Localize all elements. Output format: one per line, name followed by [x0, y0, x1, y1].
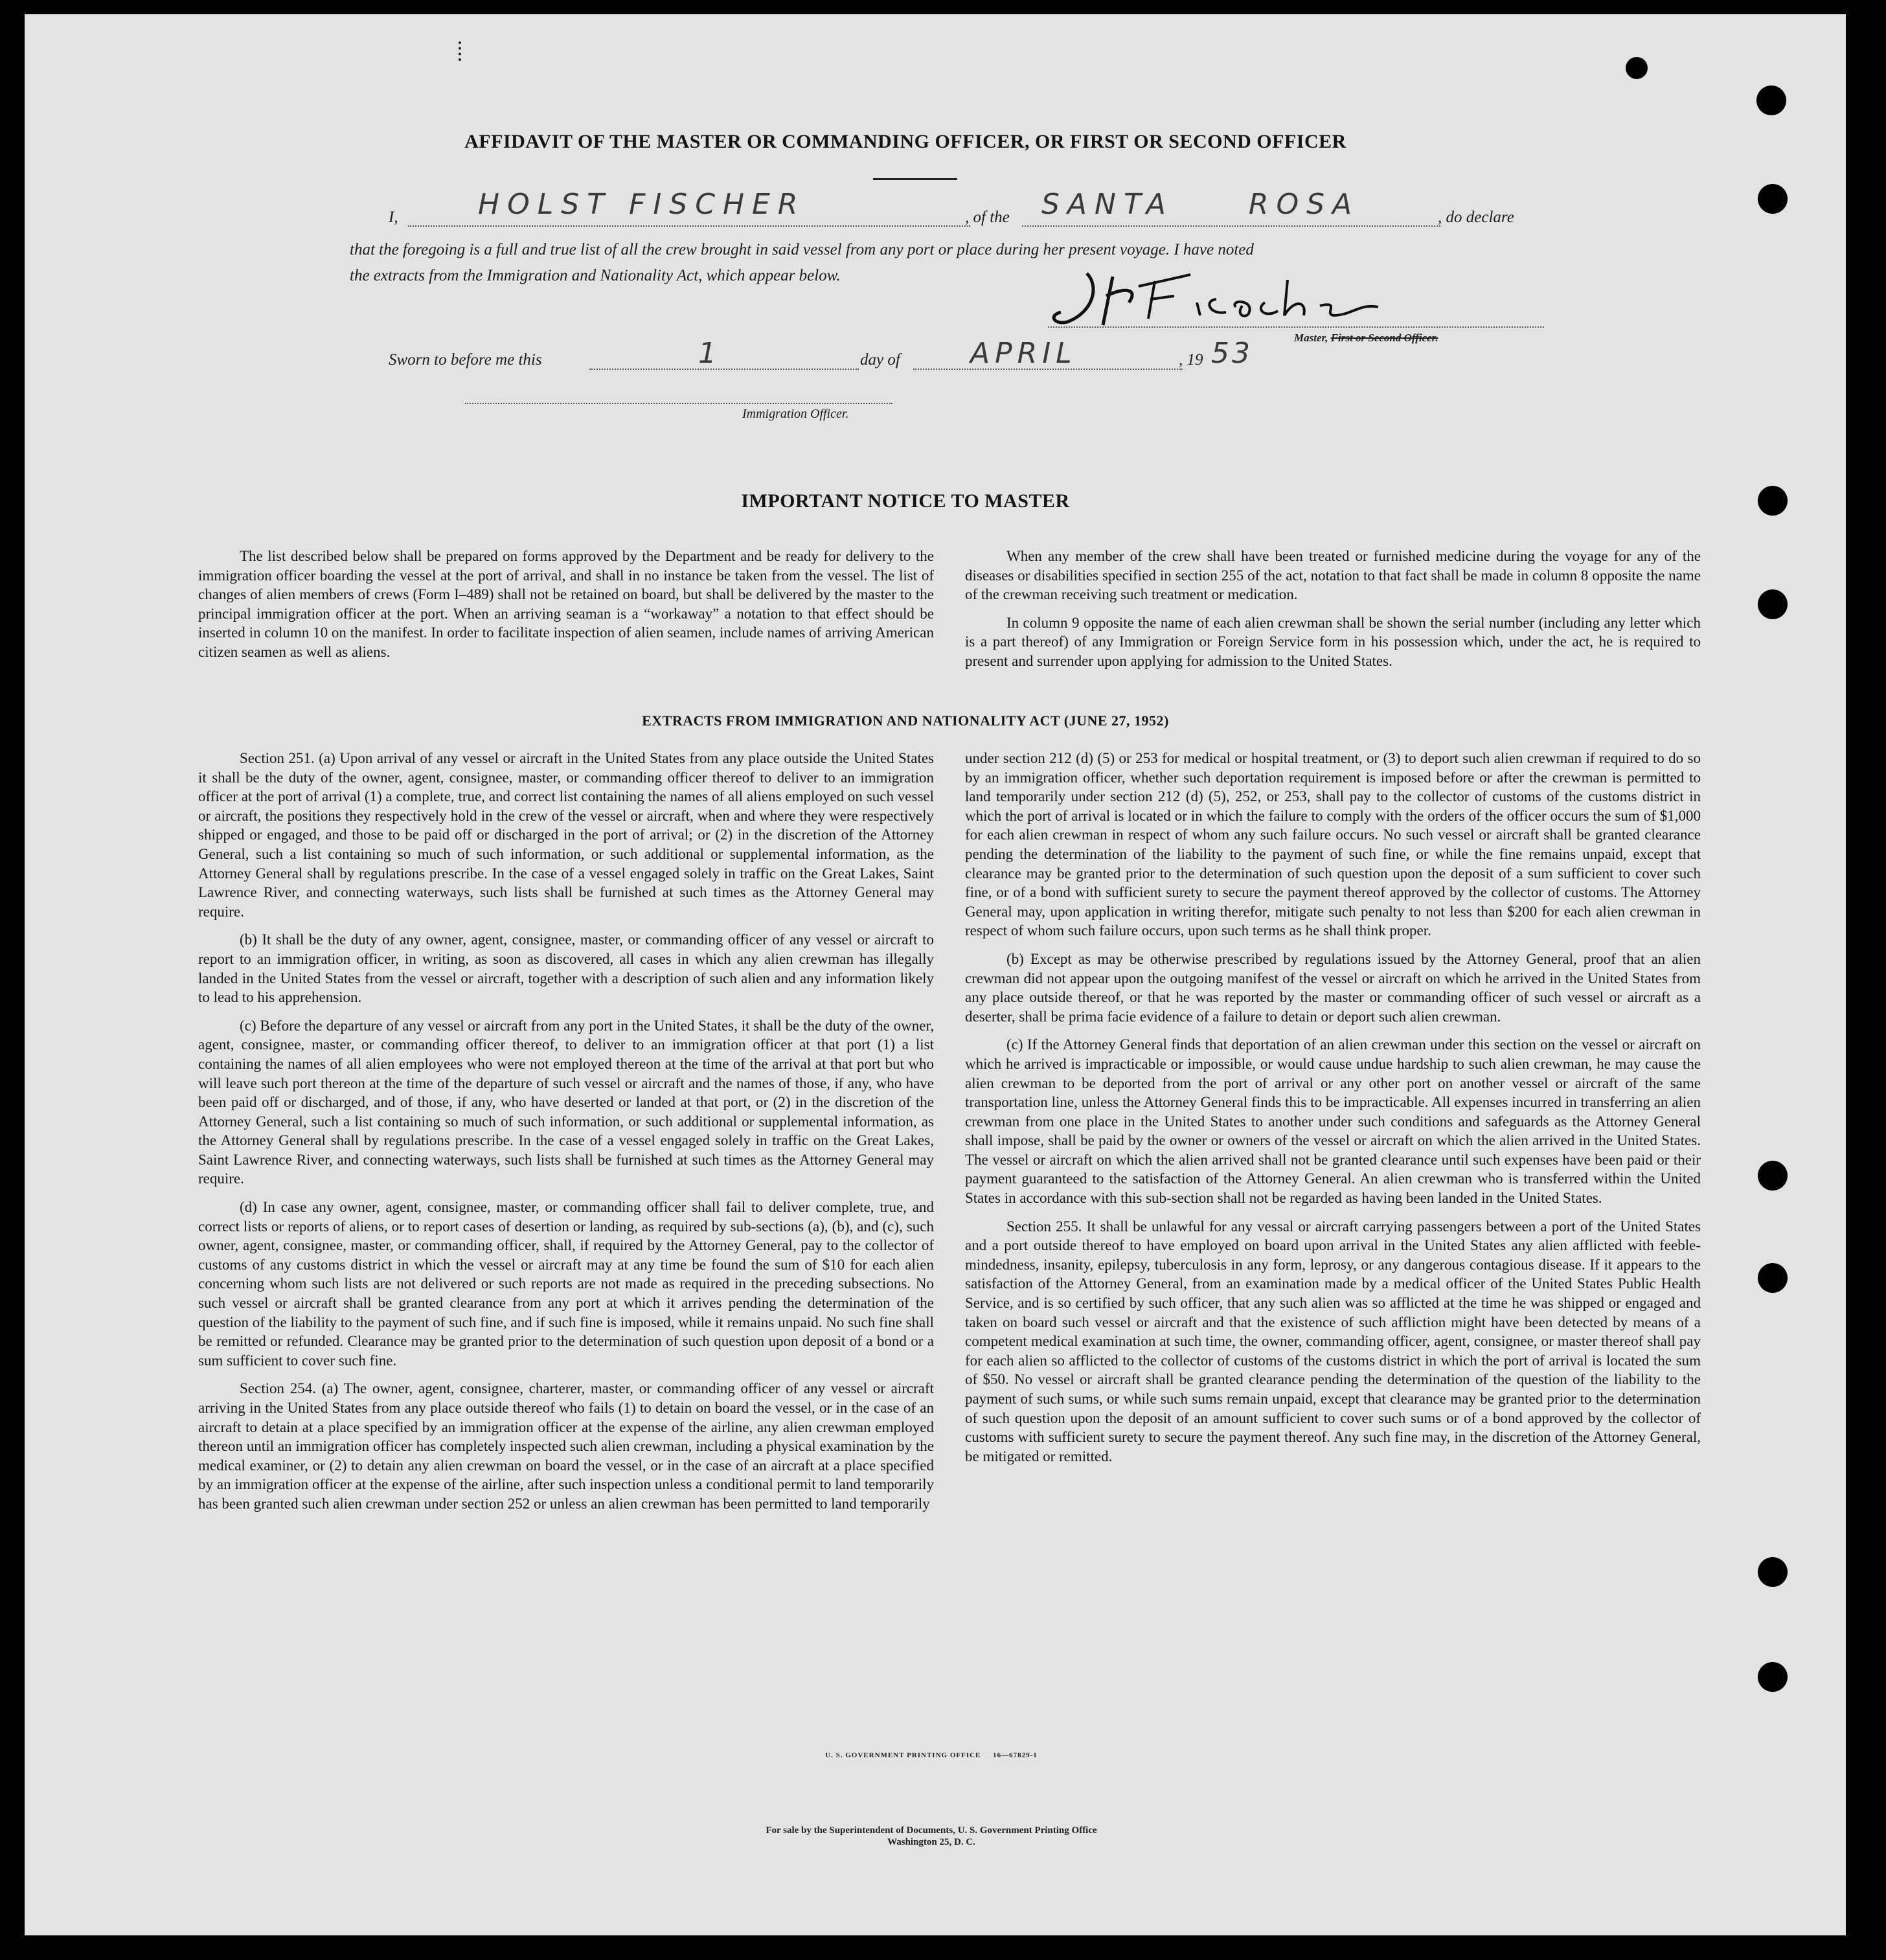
master-label — [1294, 332, 1438, 345]
notice-left-column — [198, 547, 934, 671]
binder-hole — [1758, 589, 1788, 619]
sale-line-2: Washington 25, D. C. — [887, 1837, 975, 1847]
printer-imprint: U. S. GOVERNMENT PRINTING OFFICE 16—67829-1 — [825, 1751, 1038, 1759]
section-254-c: (c) If the Attorney General finds that deportation of an alien crewman under this section on the vessel or aircraft on which he arrived is impracticable or impossible, or would cause undue hardship to such alien crewman, he may cause the alien crewman to be deported from the port of arrival or any other port on another vessel or aircraft of the same transportation line, unless the Attorney General finds this to be impracticable. All expenses incurred in transferring an alien crewman from one place in the United States to another under such conditions and safeguards as the Attorney General shall impose, shall be paid by the owner or owners of the vessel or aircraft on which the alien arrived in the United States. The vessel or aircraft on which the alien arrived shall not be granted clearance until such expenses have been paid or their payment guaranteed to the satisfaction of the Attorney General. An alien crewman who is transferred within the United States in accordance with this sub-section shall not be regarded as having been landed in the United States. — [965, 1036, 1701, 1207]
declaration-line-1: that the foregoing is a full and true list of all the crew brought in said vessel from any port or place during her present voyage. I have noted — [350, 241, 1254, 258]
section-255: Section 255. It shall be unlawful for any vessal or aircraft carrying passengers between a port of the United States and a port outside thereof to have employed on board upon arrival in the United States any alien afflicted with feeble-mindedness, insanity, epilepsy, tuberculosis in any form, leprosy, or any dangerous contagious disease. If it appears to the satisfaction of the Attorney General, from an examination made by a medical officer of the United States Public Health Service, and is so certified by such officer, that any such alien was so afflicted at the time he was shipped or engaged and taken on board such vessel or aircraft and that the existence of such affliction might have been detected by means of a competent medical examination at such time, the owner, commanding officer, agent, consignee, or master thereof shall pay for each alien so afflicted to the collector of customs of the customs district in which the port of arrival is located the sum of $50. No vessel or aircraft shall be granted clearance pending the determination of the question of the liability to the payment of such sums, or while such sums remain unpaid, except that clearance may be granted prior to the determination of such question upon the deposit of an amount sufficient to cover such sums or of a bond approved by the collector of customs with sufficient surety to secure the payment thereof. Any such fine may, in the discretion of the Attorney General, be mitigated or remitted. — [965, 1218, 1701, 1464]
section-251-d: (d) In case any owner, agent, consignee, master, or commanding officer shall fail to deliver complete, true, and correct lists or reports of aliens, or to report cases of desertion or landing, as required by sub-sections (a), (b), and (c), such owner, agent, consignee, master, or commanding officer, shall, if required by the Attorney General, pay to the collector of customs of any customs district in which the vessel or aircraft may at any time be found the sum of $10 for each alien concerning whom such lists are not delivered or such reports are not made as required in the preceding subsections. No such vessel or aircraft shall be granted clearance from any port at which it arrives pending the determination of the question of the liability to the payment of such fine, and if such fine is imposed, while it remains unpaid. No such fine shall be remitted or refunded. Clearance may be granted prior to the determination of such question upon deposit of a bond or a sum sufficient to cover such fine. — [198, 1199, 934, 1369]
day-field[interactable]: 1 — [698, 337, 724, 370]
binder-hole — [1758, 1662, 1788, 1692]
section-254-a-cont: under section 212 (d) (5) or 253 for medical or hospital treatment, or (3) to deport such alien crewman if required to do so by an immigration officer, whether such deportation requirement is imposed before or after the crewman is permitted to land temporarily under section 212 (d) (5), 252, or 253, shall pay to the collector of customs of the customs district in which the port of arrival is located or in which the failure to comply with the orders of the officer occurs the sum of $1,000 for each alien crewman in respect of whom any such failure occurs. No such vessel or aircraft shall be granted clearance pending the determination of the liability to the payment of such fine, or while the fine remains unpaid, except that clearance may be granted prior to the determination of such question upon the deposit of a sum sufficient to cover such fine, or of a bond with sufficient surety to secure the payment thereof approved by the collector of customs. The Attorney General may, upon application in writing therefor, mitigate such penalty to not less than $200 for each alien crewman in respect of whom such failure occurs, upon such terms as he shall think proper. — [965, 750, 1701, 939]
vessel-name-line — [1022, 225, 1440, 227]
master-name-field[interactable]: HOLST FISCHER — [478, 188, 806, 221]
corner-mark — [459, 41, 464, 61]
binder-hole — [1756, 85, 1786, 115]
year-field[interactable]: 53 — [1211, 337, 1253, 370]
master-signature — [1041, 260, 1404, 332]
section-251-c: (c) Before the departure of any vessel or aircraft from any port in the United States, it shall be the duty of the owner, agent, consignee, master, or commanding officer thereof, to deliver to an immigration officer at that port (1) a list containing the names of all alien employees who were not employed thereon at the time of the arrival at that port but who will leave such port thereon at the time of the departure of such vessel or aircraft and the names of those, if any, who have been paid off or discharged, and of those, if any, who have deserted or landed at that port, or (2) in the discretion of the Attorney General, such a list containing so much of such information, or such additional or supplemental information, as the Attorney General shall by regulations prescribe. In the case of a vessel engaged solely in traffic on the Great Lakes, Saint Lawrence River, and connecting waterways, such lists shall be furnished at such times as the Attorney General may require. — [198, 1017, 934, 1187]
day-of-label: day of — [860, 351, 900, 369]
notice-right-paragraph-1: When any member of the crew shall have been treated or furnished medicine during the voyage for any of the diseases or disabilities specified in section 255 of the act, notation to that fact shall be made in column 8 opposite the name of the crewman receiving such treatment or medication. — [965, 548, 1701, 603]
master-label-text: Master, — [1294, 332, 1328, 344]
master-name-line — [408, 225, 970, 227]
notice-left-paragraph: The list described below shall be prepared on forms approved by the Department and be ready for delivery to the immigration officer boarding the vessel at the port of arrival, and shall in no instance be taken from the vessel. The list of changes of alien members of crews (Form I–489) shall not be retained on board, but shall be delivered by the master to the principal immigration officer at the port. When an arriving seaman is a “workaway” a notation to that effect should be inserted in column 10 on the manifest. In order to facilitate inspection of alien seamen, include names of arriving American citizen seamen as well as aliens. — [198, 548, 934, 660]
officer-label: Immigration Officer. — [742, 407, 849, 421]
section-254-a: Section 254. (a) The owner, agent, consignee, charterer, master, or commanding officer of any vessel or aircraft arriving in the United States from any place outside thereof who fails (1) to detain on board the vessel, or in the case of an aircraft to detain at a place specified by an immigration officer at the expense of the airline, any alien crewman employed thereon until an immigration officer has completely inspected such alien crewman, including a physical examination by the medical examiner, or (2) to detain any alien crewman on board the vessel, or in the case of an aircraft at a place specified by an immigration officer at the expense of the airline, after such inspection unless a conditional permit to land temporarily has been granted such alien crewman under section 252 or unless an alien crewman has been permitted to land temporarily — [198, 1380, 934, 1512]
binder-hole — [1758, 1263, 1788, 1293]
month-field[interactable]: APRIL — [970, 337, 1077, 370]
title-rule — [873, 178, 957, 180]
line-i-label: I, — [389, 209, 398, 226]
year-prefix-label: , 19 — [1179, 351, 1203, 369]
extracts-title: EXTRACTS FROM IMMIGRATION AND NATIONALITY ACT (JUNE 27, 1952) — [642, 712, 1169, 729]
notice-right-column — [965, 547, 1701, 680]
binder-hole — [1758, 1557, 1788, 1587]
binder-hole — [1758, 184, 1788, 214]
notice-right-paragraph-2: In column 9 opposite the name of each alien crewman shall be shown the serial number (including any letter which is a part thereof) of any Immigration or Foreign Service form in his possession which, under the act, he is required to present and surrender upon applying for admission to the United States. — [965, 614, 1701, 669]
document-page — [25, 14, 1846, 1935]
section-254-b: (b) Except as may be otherwise prescribed by regulations issued by the Attorney General, proof that an alien crewman did not appear upon the outgoing manifest of the vessel or aircraft on which he arrived in the United States from any place outside thereof, or that he was reported by the master or commanding officer of such vessel or aircraft as a deserter, shall be prima facie evidence of a failure to detain or deport such alien crewman. — [965, 950, 1701, 1025]
binder-hole — [1758, 1161, 1788, 1191]
sale-line-1: For sale by the Superintendent of Documents, U. S. Government Printing Office — [766, 1825, 1097, 1836]
section-251-a: Section 251. (a) Upon arrival of any vessel or aircraft in the United States from any place outside the United States it shall be the duty of the owner, agent, consignee, master, or commanding officer thereof to deliver to an immigration officer at the port of arrival (1) a complete, true, and correct list containing the names of all aliens employed on such vessel or aircraft, the positions they respectively hold in the crew of the vessel or aircraft, when and where they were respectively shipped or engaged, and those to be paid off or discharged in the port of arrival; or (2) in the discretion of the Attorney General, such a list containing so much of such information, or such additional or supplemental information, as the Attorney General shall by regulations prescribe. In the case of a vessel engaged solely in traffic on the Great Lakes, Saint Lawrence River, and connecting waterways, such lists shall be furnished at such times as the Attorney General may require. — [198, 750, 934, 920]
declaration-line-2: the extracts from the Immigration and Nationality Act, which appear below. — [350, 267, 841, 284]
signature-line — [1048, 326, 1544, 328]
extracts-left-column — [198, 749, 934, 1523]
binder-hole — [1626, 57, 1648, 79]
affidavit-title: AFFIDAVIT OF THE MASTER OR COMMANDING OFFICER, OR FIRST OR SECOND OFFICER — [464, 131, 1346, 152]
sworn-label: Sworn to before me this — [389, 351, 542, 369]
vessel-name-field[interactable]: SANTA ROSA — [1041, 188, 1360, 221]
extracts-right-column — [965, 749, 1701, 1475]
officer-signature-line — [465, 403, 892, 404]
of-the-label: , of the — [965, 209, 1010, 226]
bleed-through-text — [1411, 118, 1799, 140]
section-251-b: (b) It shall be the duty of any owner, agent, consignee, master, or commanding officer of any vessel or aircraft to report to an immigration officer, in writing, as soon as discovered, all cases in which any alien crewman has illegally landed in the United States from the vessel or aircraft, together with a description of such alien and any information likely to lead to his apprehension. — [198, 931, 934, 1006]
struck-officer-label: First or Second Officer. — [1330, 332, 1438, 344]
binder-hole — [1758, 486, 1788, 516]
notice-title: IMPORTANT NOTICE TO MASTER — [741, 490, 1070, 512]
do-declare-label: , do declare — [1438, 209, 1514, 226]
day-line — [589, 369, 859, 370]
